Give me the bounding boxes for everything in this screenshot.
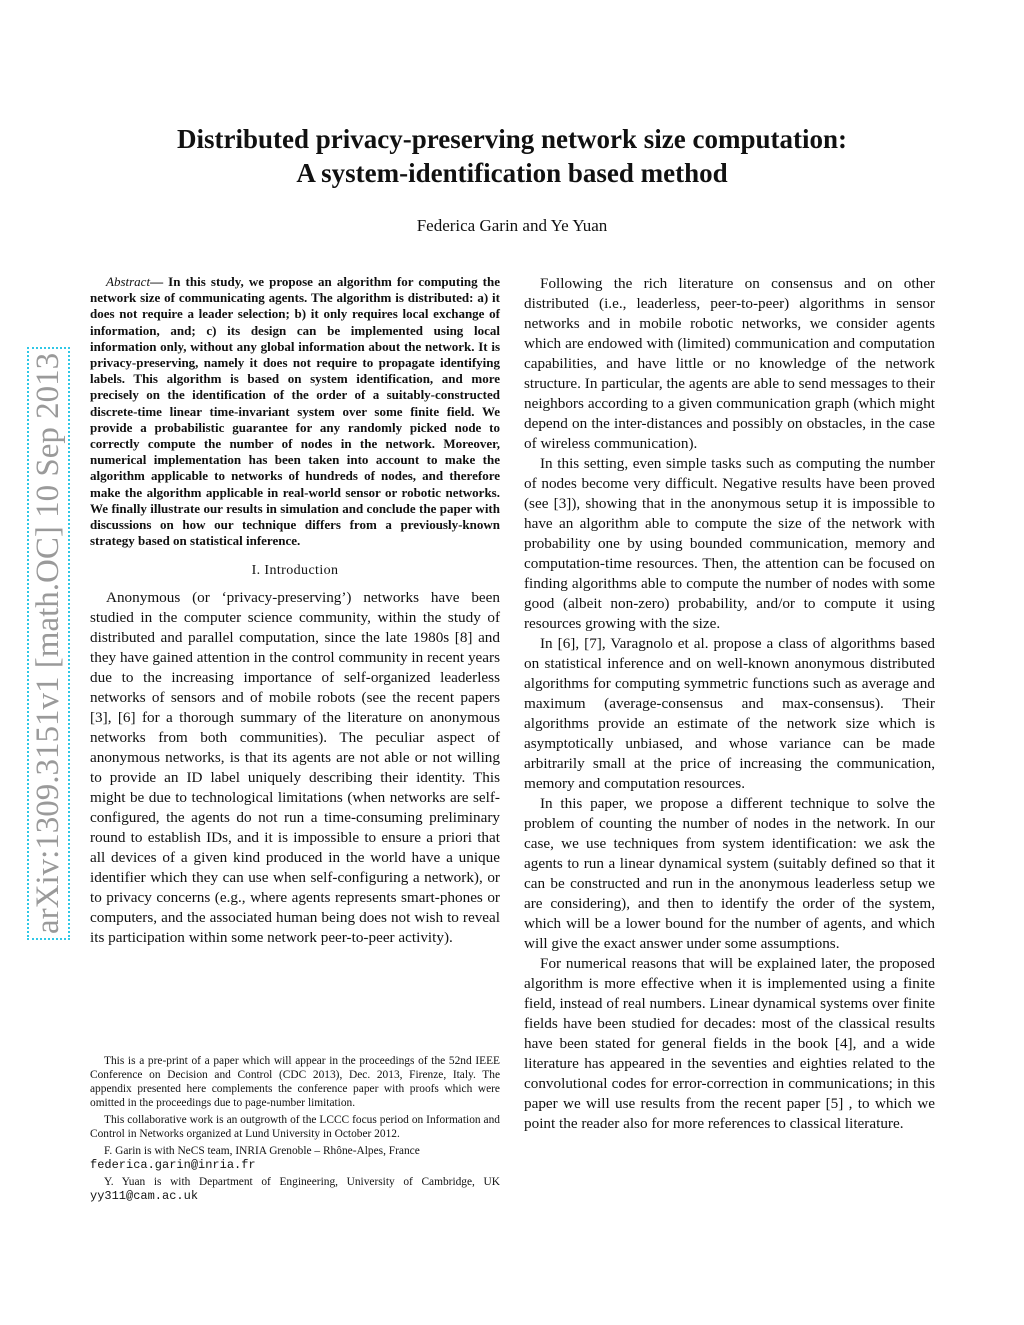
- garin-affiliation: F. Garin is with NeCS team, INRIA Grenoble – Rhône-Alpes, France: [104, 1145, 420, 1157]
- footnote-garin: [90, 1144, 500, 1172]
- garin-email: federica.garin@inria.fr: [90, 1158, 256, 1172]
- title-line-2: A system-identification based method: [296, 158, 728, 188]
- section-heading-introduction: I. Introduction: [251, 563, 339, 579]
- footnote-preprint: This is a pre-print of a paper which will appear in the proceedings of the 52nd IEEE Conference on Decision and Control (CDC 2013), Dec. 2013, Firenze, Italy. The appendix presented here complements the conference paper with proofs which were omitted in the proceedings due to page-number limitation.: [90, 1055, 500, 1109]
- intro-paragraph-6: For numerical reasons that will be explained later, the proposed algorithm is more effective when it is implemented using a finite field, instead of real numbers. Linear dynamical systems over finite fields have been studied for decades: most of the classical results have been stated for general fields in the book [4], and a wide literature has appeared in the seventies and eighties related to the convolutional codes for error-correction in communications; in this paper we will use results from the recent paper [5] , to which we point the reader also for more references to classical literature.: [524, 955, 935, 1132]
- footnotes: [90, 1054, 500, 1206]
- left-column: [90, 274, 500, 948]
- right-column: [524, 274, 935, 1134]
- abstract-label: Abstract: [106, 274, 151, 289]
- yuan-email: yy311@cam.ac.uk: [90, 1189, 199, 1203]
- arxiv-identifier-stamp: arXiv:1309.3151v1 [math.OC] 10 Sep 2013: [27, 347, 70, 940]
- intro-paragraph-2: Following the rich literature on consensus and on other distributed (i.e., leaderless, peer-to-peer) algorithms in sensor networks and in mobile robotic networks, we consider agents which are endowed with (limited) communication and computation capabilities, and have little or no knowledge of the network structure. In particular, the agents are able to send messages to their neighbors according to a given communication graph (which might depend on the inter-distances and possibly on obstacles, in the case of wireless communication).: [524, 275, 935, 452]
- title-line-1: Distributed privacy-preserving network size computation:: [177, 124, 847, 154]
- intro-paragraph-1: Anonymous (or ‘privacy-preserving’) networks have been studied in the computer science community, within the study of distributed and parallel computation, since the late 1980s [8] and they have gained attention in the control community in recent years due to the increasing importance of self-organized leaderless networks of sensors and of mobile robots (see the recent papers [3], [6] for a thorough summary of the literature on anonymous networks from both communities). The peculiar aspect of anonymous networks, is that its agents are not able or not willing to provide an ID label uniquely describing their identity. This might be due to technological limitations (when networks are self-configured, the agents do not run a time-consuming preliminary round to establish IDs, and it is impossible to ensure a priori that all devices of a given kind produced in the world have a unique identifier which they can use when self-configuring a network), or to privacy concerns (e.g., where agents represents smart-phones or computers, and the associated human being does not wish to reveal its participation within some network peer-to-peer activity).: [90, 589, 500, 947]
- yuan-affiliation: Y. Yuan is with Department of Engineering, University of Cambridge, UK: [104, 1176, 500, 1188]
- intro-paragraph-5: In this paper, we propose a different technique to solve the problem of counting the number of nodes in the network. In our case, we use techniques from system identification: we ask the agents to run a linear dynamical system (suitably defined so that it can be constructed and run in the anonymous leaderless setup we are considering), and then to identify the order of the system, which will be a lower bound for the number of agents, and which will give the exact answer under some assumptions.: [524, 795, 935, 952]
- paper-title: [100, 122, 924, 190]
- abstract: [90, 274, 500, 549]
- footnote-yuan: [90, 1175, 500, 1203]
- author-list: Federica Garin and Ye Yuan: [416, 216, 608, 235]
- intro-paragraph-4: In [6], [7], Varagnolo et al. propose a class of algorithms based on statistical inference and on well-known anonymous distributed algorithms for computing symmetric functions such as average and maximum (average-consensus and max-consensus). Their algorithms provide an estimate of the network size which is asymptotically unbiased, and whose variance can be made arbitrarily small at the price of increasing the communication, memory and computation resources.: [524, 635, 935, 792]
- abstract-text: — In this study, we propose an algorithm for computing the network size of communicating agents. The algorithm is distributed: a) it does not require a leader selection; b) it only requires local exchange of information, and; c) its design can be implemented using local information only, without any global information about the network. It is privacy-preserving, namely it does not require to propagate identifying labels. This algorithm is based on system identification, and more precisely on the identification of the order of a suitably-constructed discrete-time linear time-invariant system over some finite field. We provide a probabilistic guarantee for any randomly picked node to correctly compute the number of nodes in the network. Moreover, numerical implementation has been taken into account to make the algorithm applicable to networks of hundreds of nodes, and therefore make the algorithm applicable in real-world sensor or robotic networks. We finally illustrate our results in simulation and conclude the paper with discussions on how our technique differs from a previously-known strategy based on statistical inference.: [90, 274, 500, 549]
- intro-paragraph-3: In this setting, even simple tasks such as computing the number of nodes become very difficult. Negative results have been proved (see [3]), showing that in the anonymous setup it is impossible to have an algorithm able to compute the size of the network with probability one by using bounded communication, memory and computation-time resources. Then, the attention can be focused on finding algorithms able to compute the number of nodes with some good (albeit non-zero) probability, and/or to compute it using resources growing with the size.: [524, 455, 935, 632]
- footnote-lccc: This collaborative work is an outgrowth of the LCCC focus period on Information and Control in Networks organized at Lund University in October 2012.: [90, 1114, 500, 1140]
